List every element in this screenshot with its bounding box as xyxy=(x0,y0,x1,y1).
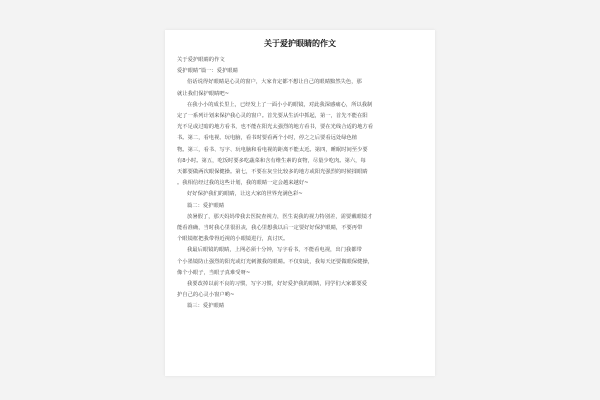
text-line: 就让我们保护眼睛吧~ xyxy=(177,90,230,97)
text-line: 个小墨镜防止强烈的阳光或灯光刺激我的眼睛。不仅如此，我每天还要做眼保健操， xyxy=(177,258,373,265)
text-line: 天都要做两次眼保健操。第七，不要在灰尘比较多的地方或阳光强烈的时候揉眼睛 xyxy=(177,169,368,176)
document-page xyxy=(165,30,435,376)
text-line: 像个小眼子，当眼子真难受呀~ xyxy=(177,269,251,276)
text-line: 好好保护我们的眼睛，让这大家的世界充满色彩~ xyxy=(187,191,303,198)
text-line: 俗话说得好眼睛是心灵的窗户，大家肯定都不想让自己的眼睛黯然失色，那 xyxy=(187,79,362,86)
text-line: 个眼镜框把我带得近视的小眼镜进行，真讨厌。 xyxy=(177,236,289,243)
text-line: 书。第二，看电视、玩电脑，看书时要看两个小时，停之之后要看远处绿色植 xyxy=(177,135,358,142)
text-line: 能看准确，当时我心里很沮丧，我心里想我以后一定要好好保护眼睛，不要再带 xyxy=(177,225,363,232)
text-line: 篇三：爱护眼睛 xyxy=(187,303,225,310)
text-line: 在我小小的成长里上，已经发上了一面小小的眼镜，对此我深感痛心，所以我制 xyxy=(187,101,373,108)
text-line: 放暑假了，那天妈妈带我去医院查视力，医生说我的视力特别差，需要戴眼镜才 xyxy=(187,213,373,220)
text-line: 护自己的心灵小窗户哟~ xyxy=(177,292,235,299)
text-line: 。我相信经过我的这些计划，我的眼睛一定会越来越好~ xyxy=(177,180,309,187)
text-line: 我要改掉以前不良的习惯，写字习惯，好好爱护我的眼睛，同学们大家都要爱 xyxy=(187,281,368,288)
text-line: 关于爱护眼睛的作文 xyxy=(177,57,225,63)
text-line: 篇二：爱护眼睛 xyxy=(187,202,225,209)
text-line: 物。第三，看书、写字、玩电脑和看电视的距离不能太近。第四，睡眠时间至少要 xyxy=(177,146,368,153)
text-line: 定了一系列计划来保护我心灵的窗户。首先要从生活中抓起，第一，首先不能在阳 xyxy=(177,113,368,120)
document-title: 关于爱护眼睛的作文 xyxy=(264,38,336,48)
text-line: 光不足或过暗的地方看书，也不能在阳光太强烈的地方看书，要在光线合适的地方看 xyxy=(177,124,373,131)
text-line: 爱护眼睛”篇一：爱护眼睛 xyxy=(177,68,238,75)
document-body xyxy=(177,55,423,313)
text-line: 有8小时。第五，吃饭时要多吃蔬菜和含有维生素的食物，尽量少吃肉。第六，每 xyxy=(177,157,366,164)
text-line: 我最后眼镜的眼睛，上网必须十分钟，写字看书，不能看电视，出门我都带 xyxy=(187,247,362,254)
